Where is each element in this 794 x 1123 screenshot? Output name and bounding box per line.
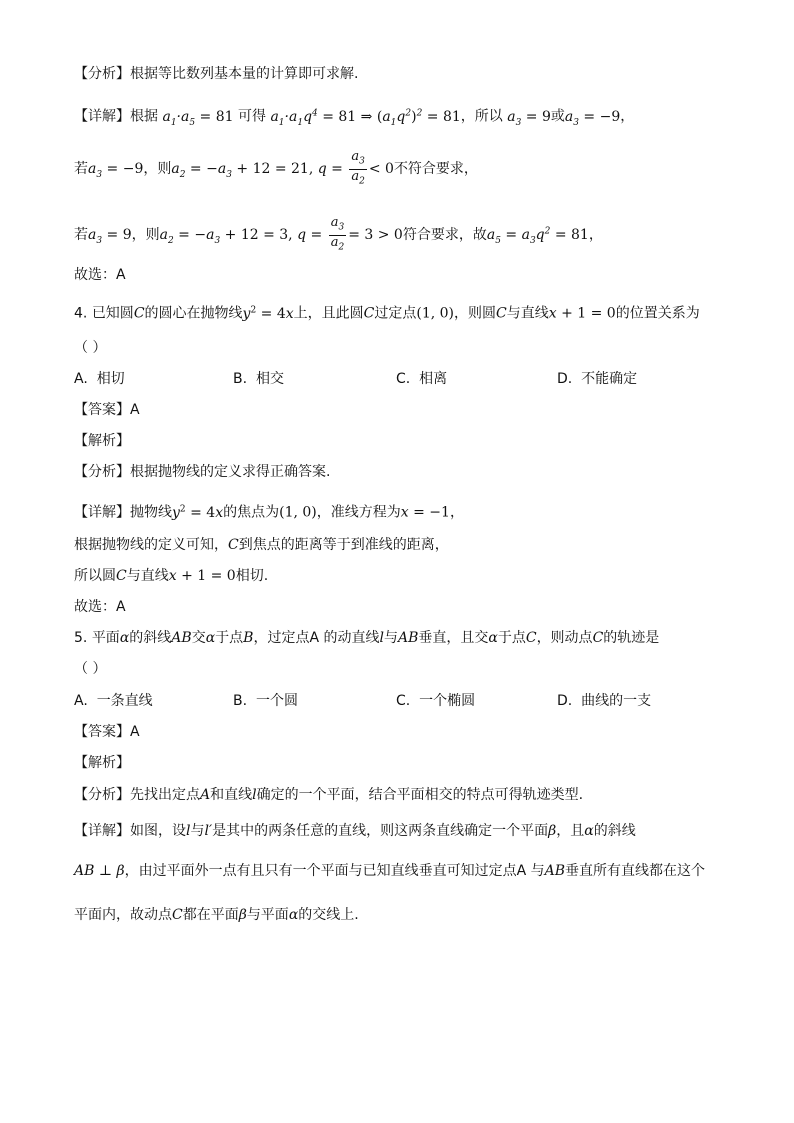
q5-detail-line: 【详解】如图，设l与l′是其中的两条任意的直线，则这两条直线确定一个平面β，且α的斜线 xyxy=(74,823,636,839)
q3-analysis-line xyxy=(74,65,358,83)
q5-detail-line2: AB ⊥ β，由过平面外一点有且只有一个平面与已知直线垂直可知过定点A 与AB垂直所有直线都在这个 xyxy=(74,863,706,879)
q5-stem: 5. 平面α的斜线AB交α于点B，过定点A 的动直线l与AB垂直，且交α于点C，则动点C的轨迹是 xyxy=(74,630,660,646)
math-expr: $a_3 = 9$ xyxy=(507,108,551,128)
math-expr: $a_1\cdot a_5 = 81$ xyxy=(162,108,234,128)
q4-option-a: A. 相切 xyxy=(74,371,125,387)
q5-explain-label: 【解析】 xyxy=(74,755,130,771)
question-number: 5. xyxy=(74,630,88,646)
q4-analysis: 【分析】根据抛物线的定义求得正确答案. xyxy=(74,464,331,480)
math-expr: $a_3 = -9$ xyxy=(88,161,144,180)
q4-answer: 【答案】A xyxy=(74,402,140,418)
q4-paren: （ ） xyxy=(74,340,107,356)
fraction: $\frac{a_3}{a_2}$ xyxy=(351,149,365,187)
detail-label: 【详解】 xyxy=(74,108,130,125)
math-expr: $a_2 = -a_3 + 12 = 3$, q = xyxy=(159,227,327,246)
math-expr: $a_2 = -a_3 + 12 = 21$, q = xyxy=(171,161,348,180)
q4-option-b: B. 相交 xyxy=(233,371,284,387)
q4-explain-label: 【解析】 xyxy=(74,433,130,449)
math-expr: $a_3 = 9$ xyxy=(88,227,132,246)
math-expr: $a_3 = -9$ xyxy=(564,108,621,128)
math-expr: $a_5 = a_3q^2 = 81$ xyxy=(486,226,589,246)
q4-stem: 4. 已知圆C的圆心在抛物线$y^2 = 4x$上，且此圆C过定点(1, 0)，则圆C与直线x + 1 = 0的位置关系为 xyxy=(74,305,700,322)
q3-case1-line: 若$a_3 = -9$，则$a_2 = -a_3 + 12 = 21$, q = $\frac{a_3}{a_2}$ < 0不符合要求， xyxy=(74,149,478,187)
q5-analysis: 【分析】先找出定点A和直线l确定的一个平面，结合平面相交的特点可得轨迹类型. xyxy=(74,787,584,803)
q5-paren: （ ） xyxy=(74,661,107,677)
q3-detail-line: 【详解】根据 $a_1\cdot a_5 = 81$ 可得 $a_1\cdot a_1q^4 = 81$ ⇒ $(a_1q^2)^2 = 81$，所以 $a_3 = 9$或$a_3 = -9$， xyxy=(74,108,635,128)
q3-case2-line: 若$a_3 = 9$，则$a_2 = -a_3 + 12 = 3$, q = $\frac{a_3}{a_2}$ = 3 > 0符合要求，故$a_5 = a_3q^2 = 81$， xyxy=(74,215,603,253)
math-expr: $a_1\cdot a_1q^4 = 81$ ⇒ $(a_1q^2)^2 = 81$ xyxy=(270,108,461,128)
q5-option-c: C. 一个椭圆 xyxy=(396,693,476,709)
q5-option-a: A. 一条直线 xyxy=(74,693,153,709)
q4-detail-line3: 所以圆C与直线x + 1 = 0相切. xyxy=(74,568,269,584)
analysis-label: 【分析】 xyxy=(74,66,130,82)
fraction: $\frac{a_3}{a_2}$ xyxy=(330,215,345,253)
q5-option-b: B. 一个圆 xyxy=(233,693,298,709)
q4-detail-line2: 根据抛物线的定义可知，C到焦点的距离等于到准线的距离， xyxy=(74,537,449,553)
q4-select: 故选：A xyxy=(74,599,126,615)
q3-select: 故选：A xyxy=(74,267,126,283)
q4-option-c: C. 相离 xyxy=(396,371,448,387)
q5-answer: 【答案】A xyxy=(74,724,140,740)
q5-option-d: D. 曲线的一支 xyxy=(557,693,652,709)
analysis-text: 根据等比数列基本量的计算即可求解. xyxy=(130,66,359,82)
q5-detail-line3: 平面内，故动点C都在平面β与平面α的交线上. xyxy=(74,907,359,923)
question-number: 4. xyxy=(74,305,88,322)
q4-option-d: D. 不能确定 xyxy=(557,371,638,387)
q4-detail-line: 【详解】抛物线$y^2 = 4x$的焦点为(1, 0)，准线方程为x = −1， xyxy=(74,504,464,521)
